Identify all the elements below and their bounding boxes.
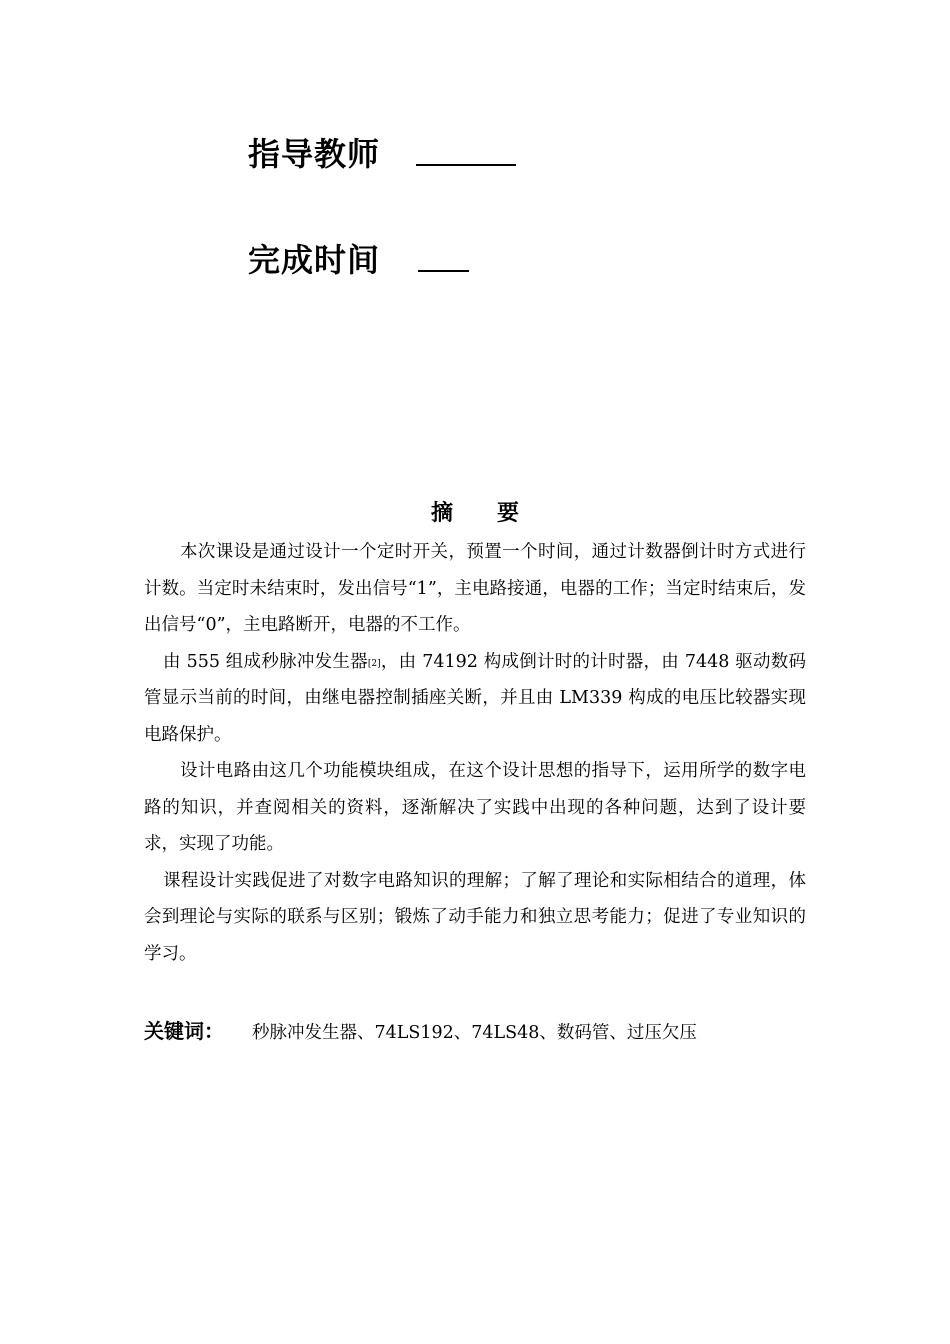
abstract-paragraph-4: 课程设计实践促进了对数字电路知识的理解；了解了理论和实际相结合的道理，体会到理论与实际的联系与区别；锻炼了动手能力和独立思考能力；促进了专业知识的学习。 [144, 870, 806, 964]
keywords-label: 关键词： [144, 1019, 224, 1043]
completion-time-field [248, 232, 469, 280]
citation-reference: [2] [367, 658, 381, 669]
completion-time-label: 完成时间 [248, 241, 381, 279]
supervisor-field [248, 126, 516, 174]
abstract-paragraph-2 [144, 644, 806, 754]
abstract-paragraph-2-text-a: 由 555 组成秒脉冲发生器 [163, 651, 368, 672]
supervisor-blank-line [416, 163, 516, 166]
supervisor-label: 指导教师 [248, 135, 381, 173]
completion-time-blank-line [418, 269, 469, 272]
abstract-paragraph-2-text-b: ，由 74192 构成倒计时的计时器，由 7448 驱动数码管显示当前的时间，由继电器控制插座关断，并且由 LM339 构成的电压比较器实现电路保护。 [144, 651, 806, 745]
abstract-title: 摘 要 [430, 501, 519, 526]
abstract-paragraph-1: 本次课设是通过设计一个定时开关，预置一个时间，通过计数器倒计时方式进行计数。当定时未结束时，发出信号“1”，主电路接通，电器的工作；当定时结束后，发出信号“0”，主电路断开，电器的不工作。 [144, 542, 806, 635]
keywords-value: 秒脉冲发生器、74LS192、74LS48、数码管、过压欠压 [252, 1023, 697, 1043]
keywords-line [144, 1013, 824, 1051]
abstract-body [144, 534, 806, 972]
abstract-paragraph-3: 设计电路由这几个功能模块组成，在这个设计思想的指导下，运用所学的数字电路的知识，并查阅相关的资料，逐渐解决了实践中出现的各种问题，达到了设计要求，实现了功能。 [144, 761, 806, 854]
